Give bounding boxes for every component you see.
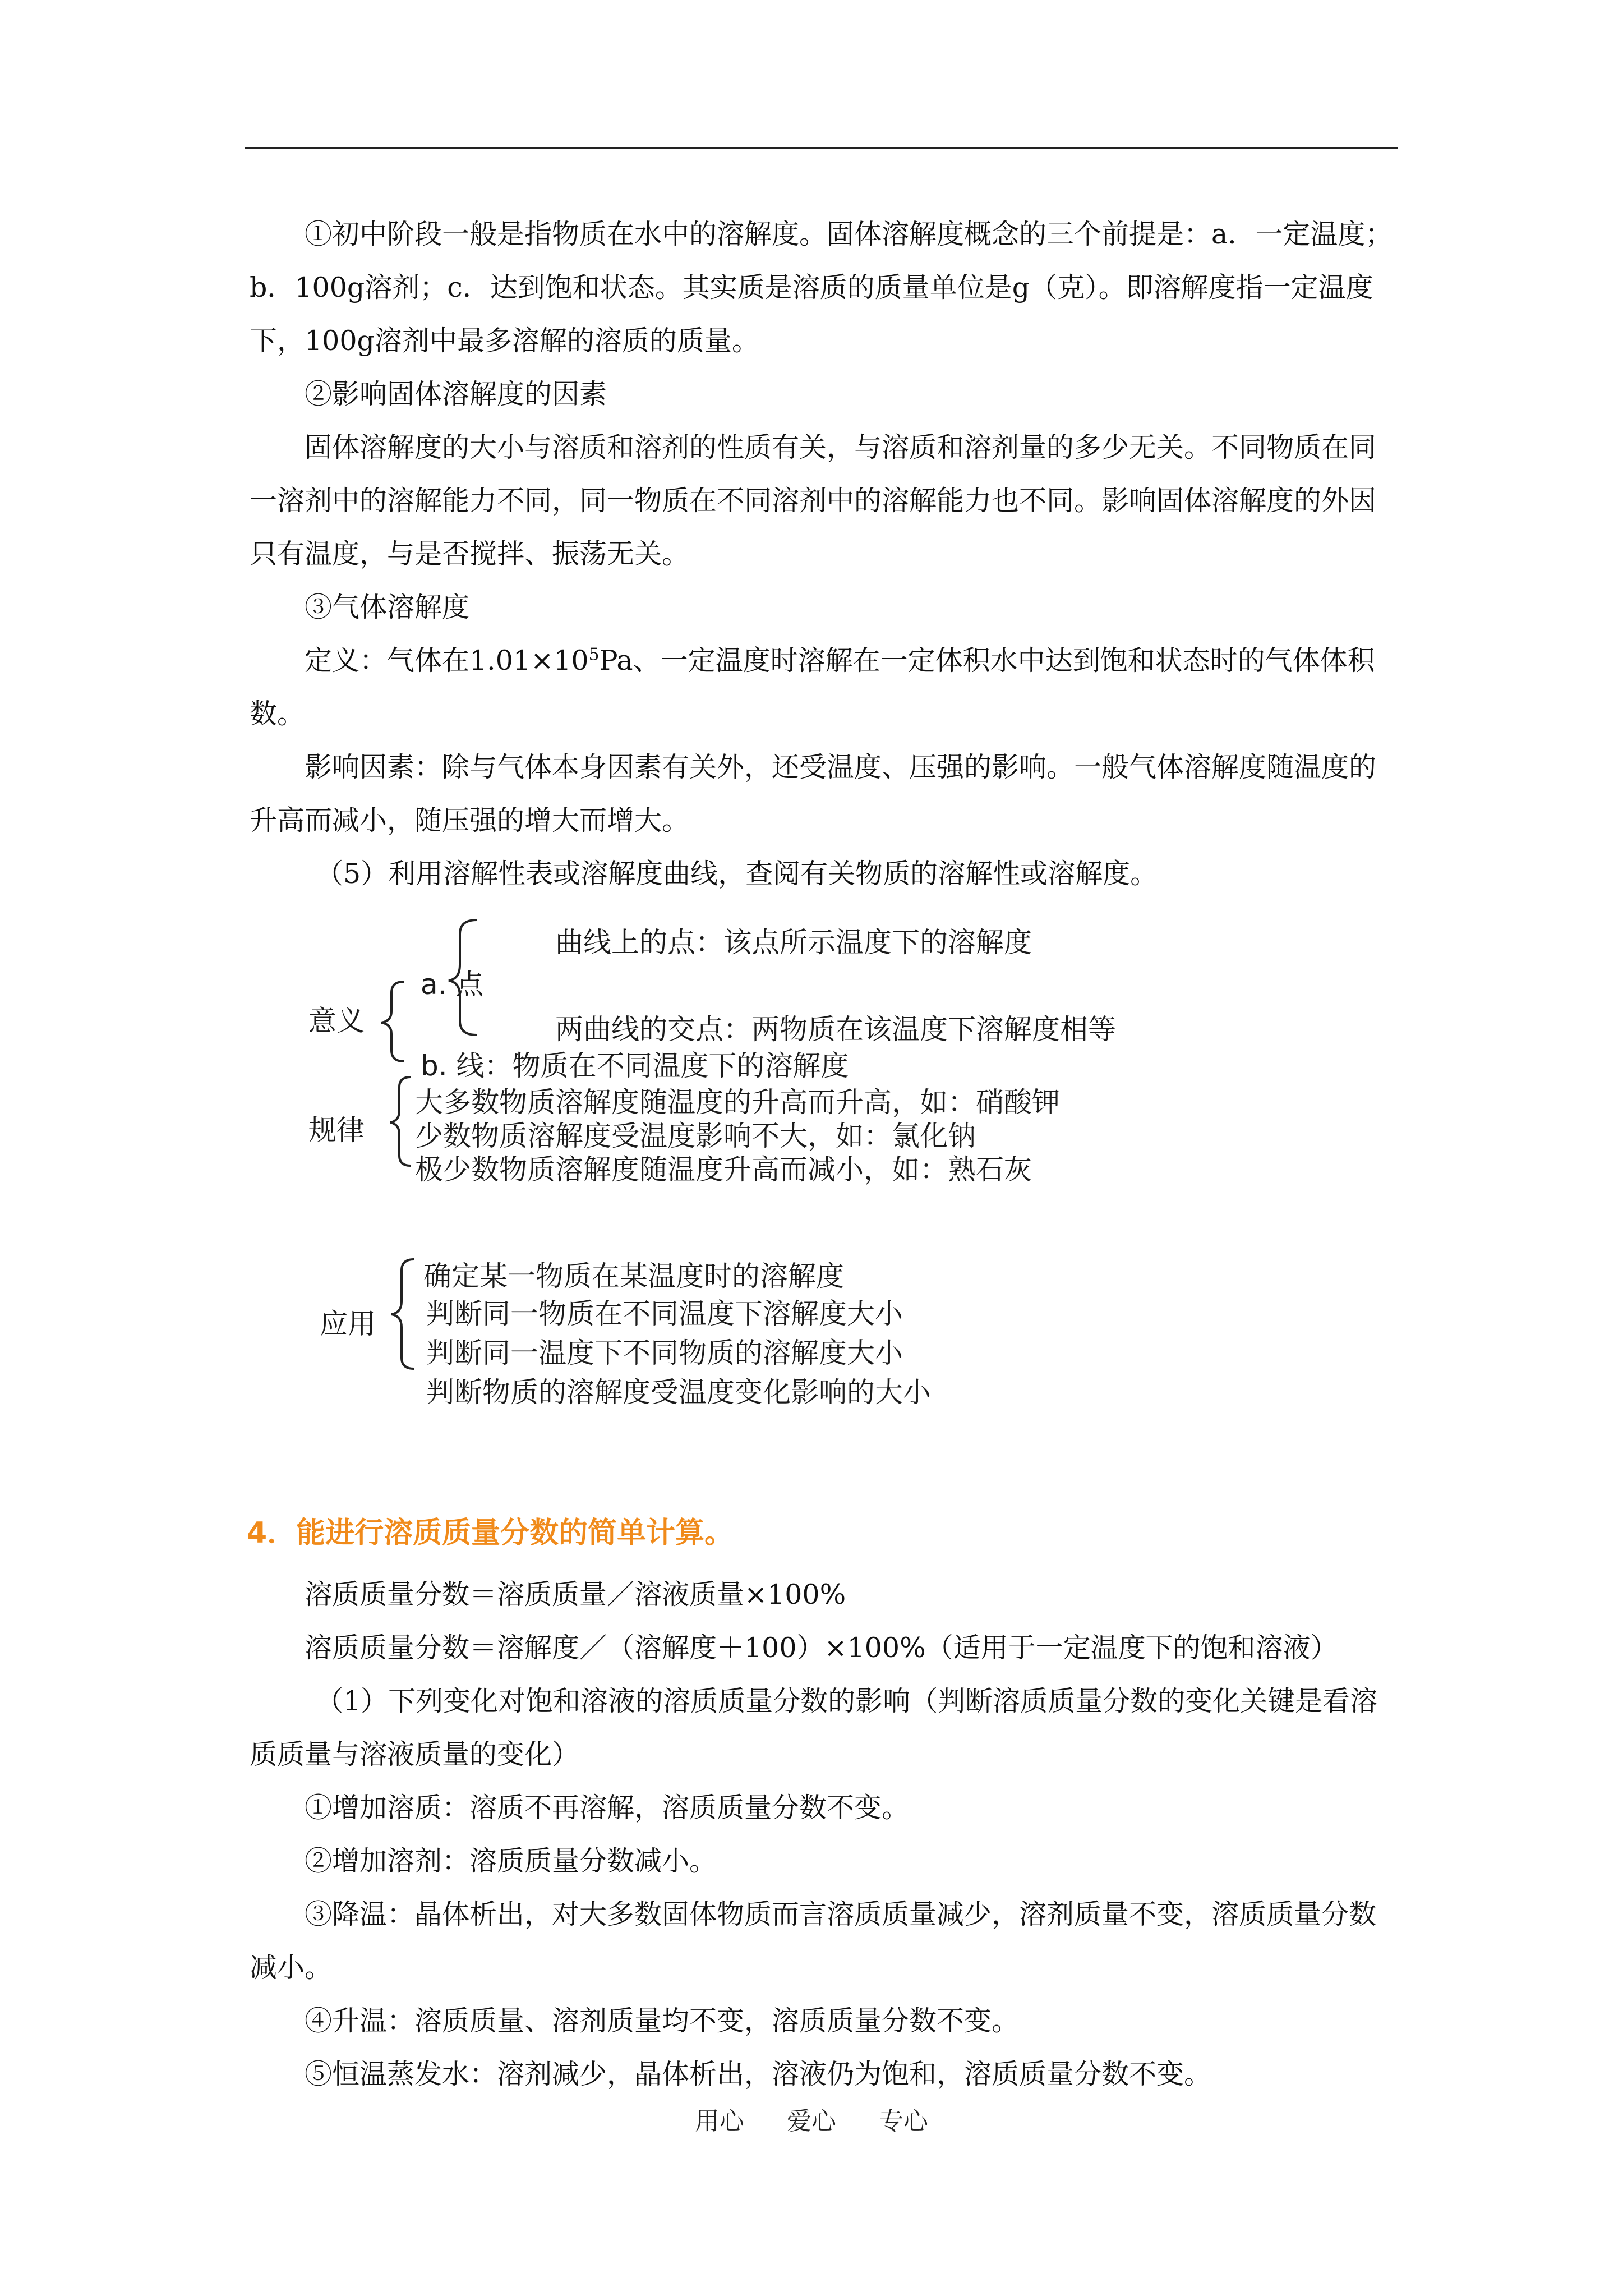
paragraph-gas-factors: 影响因素：除与气体本身因素有关外，还受温度、压强的影响。一般气体溶解度随温度的升高而减小，随压强的增大而增大。 [250,751,1377,836]
use-item-3: 判断同一温度下不同物质的溶解度大小 [426,1337,903,1369]
header-rule [245,147,1398,149]
use-item-4: 判断物质的溶解度受温度变化影响的大小 [426,1376,931,1409]
use-label: 应用 [320,1308,376,1340]
footer-text-1: 用心 [695,2107,744,2136]
paragraph-gas-definition: 定义：气体在$1.01\times 10^5Pa$、一定温度时溶解在一定体积水中达到饱和状态时的气体体积数。 [250,645,1375,730]
question-1: （1）下列变化对饱和溶液的溶质质量分数的影响（判断溶质质量分数的变化关键是看溶质质量与溶液质量的变化） [250,1685,1378,1770]
formula-2: 溶质质量分数＝溶解度／（溶解度＋100）×100%（适用于一定温度下的饱和溶液） [305,1632,1338,1664]
footer-text-3: 专心 [879,2107,928,2136]
section-4-title: 4．能进行溶质质量分数的简单计算。 [247,1516,734,1550]
point-item-intersection: 两曲线的交点：两物质在该温度下溶解度相等 [555,1013,1116,1046]
use-item-2: 判断同一物质在不同温度下溶解度大小 [426,1297,903,1330]
effect-cooling: ③降温：晶体析出，对大多数固体物质而言溶质质量减少，溶剂质量不变，溶质质量分数减小。 [250,1898,1377,1984]
solubility-curve-diagram [292,909,1133,1430]
law-item-1: 大多数物质溶解度随温度的升高而升高，如：硝酸钾 [415,1086,1060,1119]
effect-add-solvent: ②增加溶剂：溶质质量分数减小。 [305,1845,717,1877]
effect-evaporation: ⑤恒温蒸发水：溶剂减少，晶体析出，溶液仍为饱和，溶质质量分数不变。 [305,2058,1212,2090]
law-item-3: 极少数物质溶解度随温度升高而减小，如：熟石灰 [415,1153,1032,1186]
paragraph-factors-body: 固体溶解度的大小与溶质和溶剂的性质有关，与溶质和溶剂量的多少无关。不同物质在同一溶剂中的溶解能力不同，同一物质在不同溶剂中的溶解能力也不同。影响固体溶解度的外因只有温度，与是否搅拌、振荡无关。 [250,431,1377,570]
point-label: a. 点 [421,968,484,1001]
line-item: b. 线：物质在不同温度下的溶解度 [421,1050,849,1082]
point-item-curve: 曲线上的点：该点所示温度下的溶解度 [555,926,1032,959]
meaning-label: 意义 [308,1005,365,1037]
law-item-2: 少数物质溶解度受温度影响不大，如：氯化钠 [415,1120,976,1152]
paragraph-factors-heading: ②影响固体溶解度的因素 [305,378,607,410]
use-item-1: 确定某一物质在某温度时的溶解度 [423,1260,844,1292]
formula-1: 溶质质量分数＝溶质质量／溶液质量×100% [305,1579,846,1611]
effect-heating: ④升温：溶质质量、溶剂质量均不变，溶质质量分数不变。 [305,2005,1020,2037]
paragraph-solubility-premises: ①初中阶段一般是指物质在水中的溶解度。固体溶解度概念的三个前提是：a．一定温度；b．100g溶剂；c．达到饱和状态。其实质是溶质的质量单位是g（克）。即溶解度指一定温度下，100g溶剂中最多溶解的溶质的质量。 [250,218,1393,357]
paragraph-item-5: （5）利用溶解性表或溶解度曲线，查阅有关物质的溶解性或溶解度。 [316,858,1158,890]
effect-add-solute: ①增加溶质：溶质不再溶解，溶质质量分数不变。 [305,1792,910,1824]
page-footer [0,2101,1623,2137]
footer-text-2: 爱心 [787,2107,836,2136]
paragraph-gas-heading: ③气体溶解度 [305,591,470,623]
law-label: 规律 [308,1114,365,1147]
